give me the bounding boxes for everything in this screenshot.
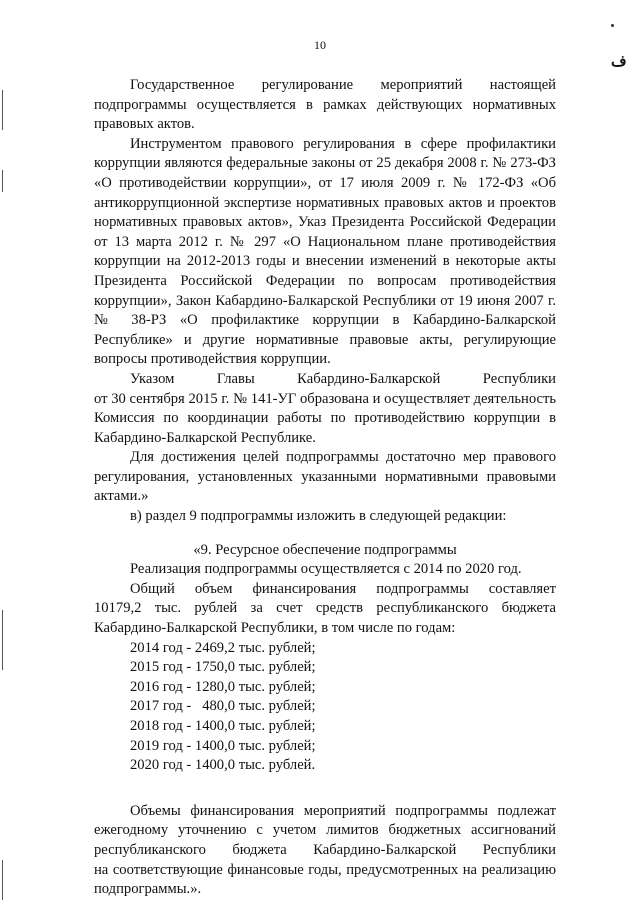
paragraph-5: в) раздел 9 подпрограммы изложить в следующей редакции:	[130, 508, 507, 525]
list-item: 2019 год - 1400,0 тыс. рублей;	[130, 737, 316, 754]
paragraph-3-rest: от 30 сентября 2015 г. № 141-УГ образована и осуществляет деятельность Комиссия по координации работы по противодействию коррупции в Кабардино-Балкарской Республике.	[94, 390, 556, 446]
page-number: 10	[314, 38, 326, 52]
paragraph-8-line-2: ежегодному уточнению с учетом лимитов бюджетных ассигнований	[94, 822, 556, 839]
paragraph-3-line-1: Указом Главы Кабардино-Балкарской Республики	[130, 370, 556, 387]
left-edge-mark	[2, 170, 3, 192]
funding-by-year-list	[94, 639, 556, 776]
list-item: 2014 год - 2469,2 тыс. рублей;	[130, 639, 316, 656]
list-item: 2018 год - 1400,0 тыс. рублей;	[130, 718, 316, 734]
left-edge-mark	[2, 90, 3, 130]
paragraph-1-line-1: Государственное регулирование мероприятий настоящей	[130, 77, 556, 93]
list-item: 2020 год - 1400,0 тыс. рублей.	[130, 757, 316, 774]
dot-mark	[611, 24, 614, 27]
paragraph-8-line-3: республиканского бюджета Кабардино-Балкарской Республики	[94, 841, 556, 858]
corner-mark: ف	[611, 54, 627, 70]
document-body	[94, 76, 556, 900]
paragraph-6: Реализация подпрограммы осуществляется с 2014 по 2020 год.	[130, 561, 522, 578]
paragraph-8-line-1: Объемы финансирования мероприятий подпрограммы подлежат	[130, 802, 556, 819]
paragraph-7-line-1: Общий объем финансирования подпрограммы составляет	[130, 580, 556, 597]
section-title: «9. Ресурсное обеспечение подпрограммы	[193, 541, 457, 558]
list-item: 2015 год - 1750,0 тыс. рублей;	[130, 659, 316, 676]
paragraph-8-rest: на соответствующие финансовые годы, предусмотренных на реализацию подпрограммы.».	[94, 861, 556, 898]
paragraph-2: Инструментом правового регулирования в сфере профилактики коррупции являются федеральные законы от 25 декабря 2008 г. № 273-ФЗ «О противодействии коррупции», от 17 июля 2009 г. № 172-ФЗ «Об антикоррупционной экспертизе нормативных правовых актов и проектов нормативных правовых актов», Указ Президента Российской Федерации от 13 марта 2012 г. № 297 «О Национальном плане противодействия коррупции на 2012-2013 годы и внесении изменений в некоторые акты Президента Российской Федерации по вопросам противодействия коррупции», Закон Кабардино-Балкарской Республики от 19 июня 2007 г. № 38-РЗ «О профилактике коррупции в Кабардино-Балкарской Республике» и другие нормативные правовые акты, регулирующие вопросы противодействия коррупции.	[94, 135, 556, 368]
left-edge-mark	[2, 860, 3, 900]
list-item: 2017 год - 480,0 тыс. рублей;	[130, 698, 316, 715]
list-item: 2016 год - 1280,0 тыс. рублей;	[130, 678, 316, 695]
paragraph-4: Для достижения целей подпрограммы достаточно мер правового регулирования, установленных указанными нормативными правовыми актами.»	[94, 449, 556, 505]
paragraph-7-rest: 10179,2 тыс. рублей за счет средств республиканского бюджета Кабардино-Балкарской Республики, в том числе по годам:	[94, 600, 556, 637]
paragraph-1-rest: подпрограммы осуществляется в рамках действующих нормативных правовых актов.	[94, 96, 556, 133]
left-edge-mark	[2, 610, 3, 670]
